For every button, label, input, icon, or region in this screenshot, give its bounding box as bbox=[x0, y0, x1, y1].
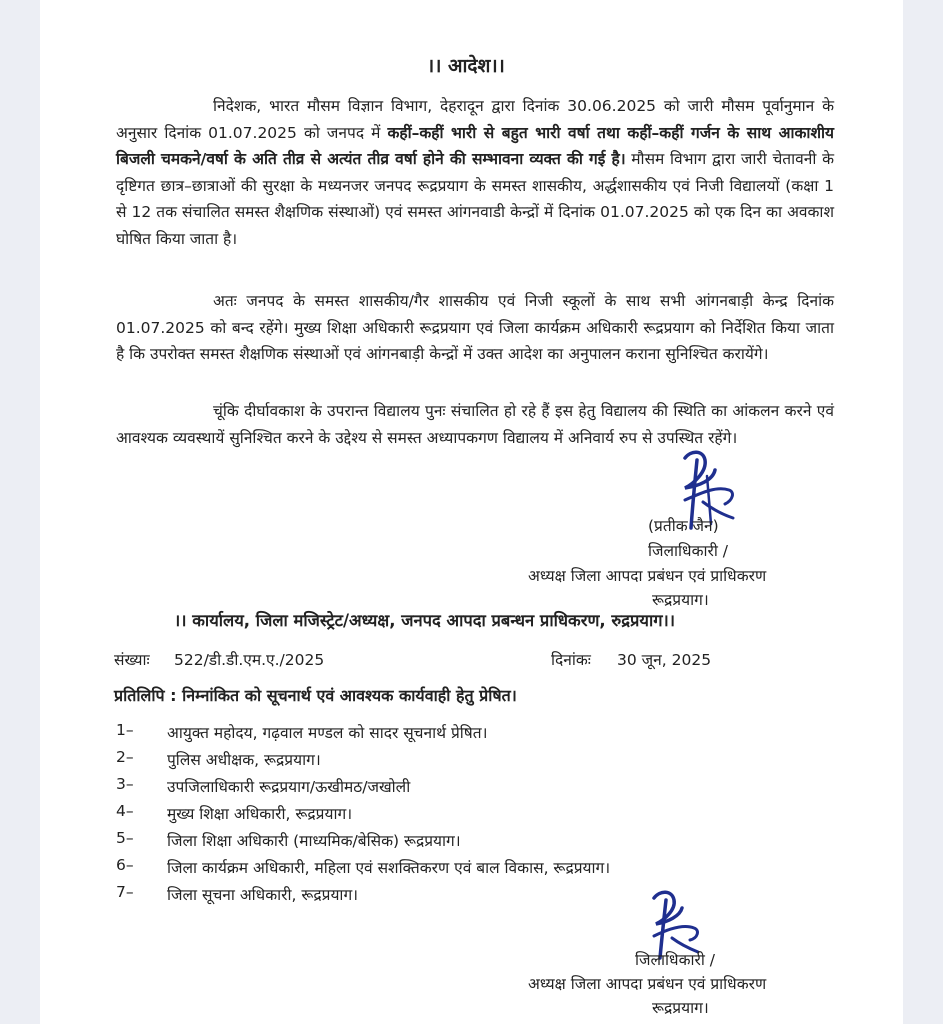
signatory-place: रूद्रप्रयाग। bbox=[652, 591, 709, 609]
signatory-name: (प्रतीक जैन) bbox=[648, 517, 719, 535]
order-title: ।। आदेश।। bbox=[427, 55, 505, 77]
list-item-text: पुलिस अधीक्षक, रूद्रप्रयाग। bbox=[167, 751, 321, 769]
signatory-2-authority: अध्यक्ष जिला आपदा प्रबंधन एवं प्राधिकरण bbox=[528, 975, 767, 993]
signatory-2-designation: जिलाधिकारी / bbox=[635, 951, 716, 969]
order-paragraph-2 bbox=[116, 288, 834, 368]
list-item-number: 2– bbox=[116, 748, 134, 766]
list-item-text: मुख्य शिक्षा अधिकारी, रूद्रप्रयाग। bbox=[167, 805, 353, 823]
document-page bbox=[40, 0, 903, 1024]
signatory-authority: अध्यक्ष जिला आपदा प्रबंधन एवं प्राधिकरण bbox=[528, 567, 767, 585]
list-item-text: जिला शिक्षा अधिकारी (माध्यमिक/बेसिक) रूद्रप्रयाग। bbox=[167, 832, 461, 850]
reference-date-value: 30 जून, 2025 bbox=[617, 651, 712, 669]
paragraph-3-text: चूंकि दीर्घावकाश के उपरान्त विद्यालय पुनः संचालित हो रहे हैं इस हेतु विद्यालय की स्थिति का आंकलन करने एवं आवश्यक व्यवस्थायें सुनिश्चित करने के उद्देश्य से समस्त अध्यापकगण विद्यालय में अनिवार्य रुप से उपस्थित रहेंगे। bbox=[116, 402, 834, 447]
list-item-text: उपजिलाधिकारी रूद्रप्रयाग/ऊखीमठ/जखोली bbox=[167, 778, 411, 796]
paragraph-1-text-a: निदेशक, भारत मौसम विज्ञान विभाग, देहरादून द्वारा दिनांक 30.06.2025 को जारी मौसम पूर्वानुमान के अनुसार दिनांक 01.07.2025 को जनपद में bbox=[116, 97, 834, 142]
list-item-number: 1– bbox=[116, 721, 134, 739]
list-item-number: 6– bbox=[116, 856, 134, 874]
list-item-text: आयुक्त महोदय, गढ़वाल मण्डल को सादर सूचनार्थ प्रेषित। bbox=[167, 724, 488, 742]
list-item-number: 3– bbox=[116, 775, 134, 793]
office-line: ।। कार्यालय, जिला मजिस्ट्रेट/अध्यक्ष, जनपद आपदा प्रबन्धन प्राधिकरण, रुद्रप्रयाग।। bbox=[174, 611, 676, 630]
order-paragraph-1 bbox=[116, 93, 834, 252]
reference-date-label: दिनांकः bbox=[551, 651, 591, 669]
paragraph-2-text: अतः जनपद के समस्त शासकीय/गैर शासकीय एवं निजी स्कूलों के साथ सभी आंगनबाड़ी केन्द्र दिनांक 01.07.2025 को बन्द रहेंगे। मुख्य शिक्षा अधिकारी रूद्रप्रयाग एवं जिला कार्यक्रम अधिकारी रूद्रप्रयाग को निर्देशित किया जाता है कि उपरोक्त समस्त शैक्षणिक संस्थाओं एवं आंगनबाड़ी केन्द्रों में उक्त आदेश का अनुपालन कराना सुनिश्चित करायेंगे। bbox=[116, 292, 834, 363]
copy-heading: प्रतिलिपि : निम्नांकित को सूचनार्थ एवं आवश्यक कार्यवाही हेतु प्रेषित। bbox=[114, 686, 517, 705]
list-item-number: 7– bbox=[116, 883, 134, 901]
list-item-text: जिला सूचना अधिकारी, रूद्रप्रयाग। bbox=[167, 886, 359, 904]
list-item-text: जिला कार्यक्रम अधिकारी, महिला एवं सशक्तिकरण एवं बाल विकास, रूद्रप्रयाग। bbox=[167, 859, 611, 877]
list-item-number: 4– bbox=[116, 802, 134, 820]
paragraph-1-bold-text: कहीं–कहीं भारी से बहुत भारी वर्षा तथा कहीं–कहीं गर्जन के साथ आकाशीय बिजली चमकने/वर्षा के अति तीव्र से अत्यंत तीव्र वर्षा होने की सम्भावना व्यक्त की गई है। bbox=[116, 123, 834, 168]
list-item-number: 5– bbox=[116, 829, 134, 847]
signatory-designation: जिलाधिकारी / bbox=[648, 542, 729, 560]
reference-number-label: संख्याः bbox=[114, 651, 150, 669]
signatory-2-place: रूद्रप्रयाग। bbox=[652, 999, 709, 1017]
reference-number-value: 522/डी.डी.एम.ए./2025 bbox=[174, 651, 325, 669]
paragraph-1-text-b: मौसम विभाग द्वारा जारी चेतावनी के दृष्टिगत छात्र–छात्राओं की सुरक्षा के मध्यनजर जनपद रूद्रप्रयाग के समस्त शासकीय, अर्द्धशासकीय एवं निजी विद्यालयों (कक्षा 1 से 12 तक संचालित समस्त शैक्षणिक संस्थाओं) एवं समस्त आंगनवाडी केन्द्रों में दिनांक 01.07.2025 को एक दिन का अवकाश घोषित किया जाता है। bbox=[116, 150, 834, 248]
